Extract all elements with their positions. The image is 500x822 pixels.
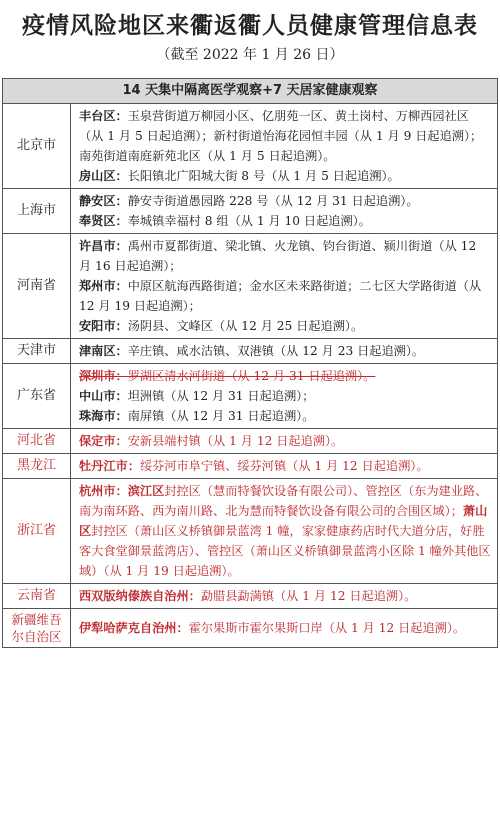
- district-name: 安阳市：: [79, 319, 128, 333]
- area-detail: 汤阴县、文峰区（从 12 月 25 日起追溯）。: [127, 319, 364, 333]
- area-detail: 玉泉营街道万柳园小区、亿朋苑一区、黄土岗村、万柳西园社区（从 1 月 5 日起追溯）；新村街道怡海花园恒丰园（从 1 月 9 日起追溯）；南苑街道南庭新苑北区（从 1 月 5 日起追溯）。: [79, 109, 483, 163]
- district-name: 静安区：: [79, 194, 128, 208]
- area-entry: [79, 456, 491, 476]
- areas-cell: [71, 454, 498, 479]
- area-entry: [79, 366, 491, 386]
- district-name: 郑州市：: [79, 279, 128, 293]
- area-entry: [79, 236, 491, 276]
- info-table: [2, 78, 498, 648]
- area-entry: [79, 166, 491, 186]
- area-detail: 安新县端村镇（从 1 月 12 日起追溯）。: [127, 434, 344, 448]
- area-detail: 封控区（萧山区义桥镇御景蓝湾 1 幢，家家健康药店时代大道分店，好胜客大食堂御景蓝湾店）、管控区（萧山区义桥镇御景蓝湾小区除 1 幢外其他区域）（从 1 月 19 日起追溯）。: [79, 524, 491, 578]
- areas-cell: [71, 479, 498, 584]
- district-name: 丰台区：: [79, 109, 128, 123]
- table-header-row: [3, 79, 498, 104]
- table-header: 14 天集中隔离医学观察+7 天居家健康观察: [3, 79, 498, 104]
- district-name: 萧山区: [79, 504, 488, 538]
- areas-cell: [71, 429, 498, 454]
- table-row: [3, 584, 498, 609]
- district-name: 许昌市：: [79, 239, 128, 253]
- area-detail: 奉城镇幸福村 8 组（从 1 月 10 日起追溯）。: [127, 214, 371, 228]
- area-detail: 辛庄镇、咸水沽镇、双港镇（从 12 月 23 日起追溯）。: [127, 344, 425, 358]
- province-cell: 上海市: [3, 189, 71, 234]
- area-detail: 中原区航海西路街道；金水区未来路街道；二七区大学路街道（从 12 月 19 日起追溯）；: [79, 279, 482, 313]
- area-entry: [79, 481, 491, 581]
- district-name: 西双版纳傣族自治州：: [79, 589, 201, 603]
- province-cell: 黑龙江: [3, 454, 71, 479]
- table-row: [3, 609, 498, 648]
- district-name: 伊犁哈萨克自治州：: [79, 621, 189, 635]
- table-row: [3, 234, 498, 339]
- area-detail: 坦洲镇（从 12 月 31 日起追溯）；: [127, 389, 315, 403]
- area-entry: [79, 431, 491, 451]
- areas-cell: [71, 234, 498, 339]
- area-detail: 罗湖区清水河街道（从 12 月 31 日起追溯）。: [127, 369, 376, 383]
- province-cell: 云南省: [3, 584, 71, 609]
- area-entry: [79, 106, 491, 166]
- area-detail: 静安寺街道愚园路 228 号（从 12 月 31 日起追溯）。: [127, 194, 419, 208]
- areas-cell: [71, 104, 498, 189]
- areas-cell: [71, 584, 498, 609]
- table-row: [3, 479, 498, 584]
- area-detail: 霍尔果斯市霍尔果斯口岸（从 1 月 12 日起追溯）。: [188, 621, 466, 635]
- table-row: [3, 364, 498, 429]
- area-detail: 长阳镇北广阳城大街 8 号（从 1 月 5 日起追溯）。: [127, 169, 400, 183]
- areas-cell: [71, 364, 498, 429]
- province-cell: 天津市: [3, 339, 71, 364]
- area-entry: [79, 191, 491, 211]
- area-detail: 绥芬河市阜宁镇、绥芬河镇（从 1 月 12 日起追溯）。: [139, 459, 429, 473]
- province-cell: 广东省: [3, 364, 71, 429]
- area-entry: [79, 406, 491, 426]
- district-name: 牡丹江市：: [79, 459, 140, 473]
- province-cell: 新疆维吾尔自治区: [3, 609, 71, 648]
- area-entry: [79, 276, 491, 316]
- area-detail: 禹州市夏都街道、梁北镇、火龙镇、钧台街道、颍川街道（从 12 月 16 日起追溯）；: [79, 239, 477, 273]
- table-row: [3, 189, 498, 234]
- district-name: 保定市：: [79, 434, 128, 448]
- area-entry: [79, 386, 491, 406]
- province-cell: 北京市: [3, 104, 71, 189]
- area-entry: [79, 316, 491, 336]
- table-row: [3, 454, 498, 479]
- district-name: 深圳市：: [79, 369, 128, 383]
- area-entry: [79, 341, 491, 361]
- area-entry: [79, 618, 491, 638]
- table-row: [3, 339, 498, 364]
- areas-cell: [71, 609, 498, 648]
- areas-cell: [71, 339, 498, 364]
- area-detail: 勐腊县勐满镇（从 1 月 12 日起追溯）。: [200, 589, 417, 603]
- area-detail: 南屏镇（从 12 月 31 日起追溯）。: [127, 409, 315, 423]
- area-detail: 封控区（慧而特餐饮设备有限公司）、管控区（东为建业路、南为南环路、西为南川路、北为慧而特餐饮设备有限公司的合围区域）；: [79, 484, 488, 518]
- district-name: 珠海市：: [79, 409, 128, 423]
- province-cell: 浙江省: [3, 479, 71, 584]
- page-subtitle: （截至 2022 年 1 月 26 日）: [156, 47, 344, 63]
- district-name: 杭州市：滨江区: [79, 484, 165, 498]
- district-name: 房山区：: [79, 169, 128, 183]
- table-row: [3, 429, 498, 454]
- table-row: [3, 104, 498, 189]
- area-entry: [79, 586, 491, 606]
- district-name: 中山市：: [79, 389, 128, 403]
- district-name: 奉贤区：: [79, 214, 128, 228]
- page-title: 疫情风险地区来衢返衢人员健康管理信息表: [22, 12, 478, 39]
- area-entry: [79, 211, 491, 231]
- province-cell: 河南省: [3, 234, 71, 339]
- areas-cell: [71, 189, 498, 234]
- district-name: 津南区：: [79, 344, 128, 358]
- province-cell: 河北省: [3, 429, 71, 454]
